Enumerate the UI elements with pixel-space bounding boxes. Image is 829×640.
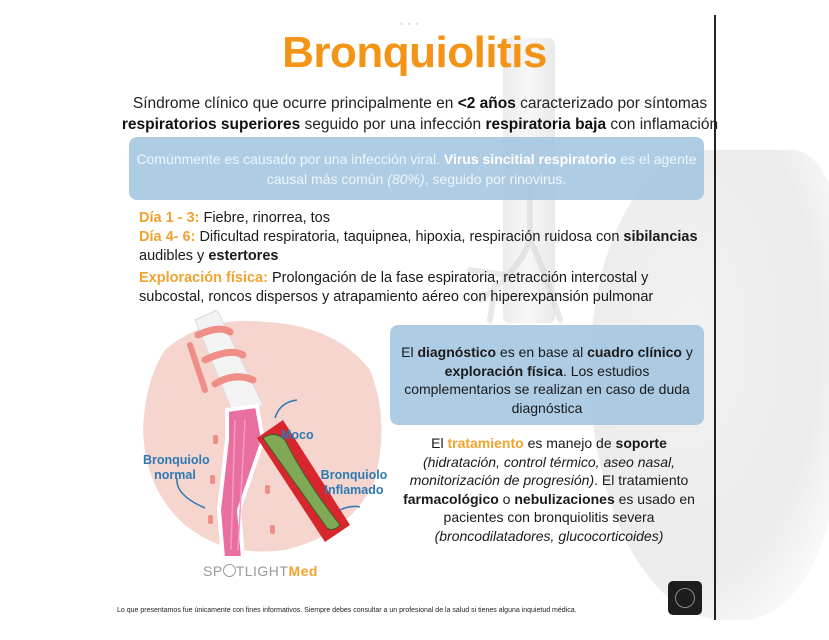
diagnosis-box <box>390 325 704 425</box>
label-moco: Moco <box>281 428 314 442</box>
page-title: Bronquiolitis <box>282 28 547 77</box>
cause-bold: Virus sincitial respiratorio <box>443 151 617 167</box>
cause-text-part: , seguido por rinovirus. <box>424 171 567 187</box>
symptoms-section <box>139 209 719 266</box>
day4-text: Dificultad respiratoria, taquipnea, hipoxia, respiración ruidosa con <box>195 229 624 245</box>
diagnosis-text-part: y <box>682 344 693 360</box>
symptoms-day1 <box>139 209 719 228</box>
cause-text <box>129 149 704 189</box>
diagnosis-text-part: es en base al <box>496 344 588 360</box>
day4-label: Día 4- 6: <box>139 229 196 245</box>
diagnosis-bold: diagnóstico <box>417 344 497 360</box>
treatment-text: . El tratamiento <box>594 472 689 488</box>
logo-o-icon <box>223 564 236 577</box>
treatment-text: El <box>431 435 448 451</box>
day1-label: Día 1 - 3: <box>139 210 200 226</box>
intro-bold: <2 años <box>457 95 516 112</box>
diagnosis-text-part: El <box>401 344 418 360</box>
bronchiole-illustration <box>135 310 390 560</box>
treatment-text: es manejo de <box>523 435 616 451</box>
disclaimer: Lo que presentamos fue únicamente con fines informativos. Siempre debes consultar a un profesional de la salud si tienes alguna inquietud médica. <box>117 607 577 614</box>
bronchiole-diagram <box>135 310 390 560</box>
day1-text: Fiebre, rinorrea, tos <box>199 210 330 226</box>
exploration-section <box>139 269 709 307</box>
intro-text: con inflamación <box>606 116 719 133</box>
treatment-italic: (hidratación, control térmico, aseo nasal, monitorización de progresión) <box>409 453 676 488</box>
intro-bold: respiratorios superiores <box>121 116 301 133</box>
treatment-bold: soporte <box>615 435 667 451</box>
day4-bold: estertores <box>208 248 279 264</box>
day4-text: audibles y <box>139 248 209 264</box>
treatment-highlight: tratamiento <box>447 435 524 451</box>
exploration-label: Exploración física: <box>139 270 268 286</box>
treatment-bold: farmacológico <box>403 490 499 507</box>
intro-paragraph <box>110 93 730 135</box>
day4-bold: sibilancias <box>623 229 698 245</box>
top-dots: • • • <box>400 19 420 29</box>
cause-text-part: es el agente causal más común <box>266 151 697 187</box>
intro-bold: respiratoria baja <box>485 116 607 133</box>
spotlightmed-logo <box>203 563 318 579</box>
diagnosis-text-part: . Los estudios complementarios se realizan en caso de duda diagnóstica <box>404 362 690 416</box>
treatment-bold: nebulizaciones <box>514 490 615 507</box>
cause-box <box>129 137 704 200</box>
cause-text-part: Comúnmente es causado por una infección viral. <box>136 151 444 167</box>
logo-part: SP <box>203 563 223 579</box>
treatment-text: es usado en pacientes con bronquiolitis severa <box>443 490 695 525</box>
exploration-text: Prolongación de la fase espiratoria, retracción intercostal y subcostal, roncos dispersos y atrapamiento aéreo con hiperexpansión pulmonar <box>139 270 654 305</box>
cause-italic: (80%) <box>387 171 425 187</box>
label-bronquiolo-normal: Bronquiolo normal <box>143 453 210 482</box>
treatment-paragraph <box>392 434 706 545</box>
diagnosis-bold: cuadro clínico <box>587 344 682 360</box>
circle-icon <box>675 588 695 608</box>
diagnosis-bold: exploración física <box>444 362 563 379</box>
intro-text: seguido por una infección <box>300 116 486 133</box>
intro-text: caracterizado por síntomas <box>515 95 708 112</box>
treatment-text: o <box>498 490 515 507</box>
treatment-italic: (broncodilatadores, glucocorticoides) <box>434 527 664 544</box>
diagnosis-text <box>390 343 704 417</box>
label-bronquiolo-inflamado: Bronquiolo Inflamado <box>320 468 388 497</box>
intro-text: Síndrome clínico que ocurre principalmente en <box>132 95 458 112</box>
symptoms-day4 <box>139 228 719 266</box>
logo-part: TLIGHT <box>235 563 289 579</box>
circle-button[interactable] <box>668 581 702 615</box>
logo-med: Med <box>288 563 318 579</box>
